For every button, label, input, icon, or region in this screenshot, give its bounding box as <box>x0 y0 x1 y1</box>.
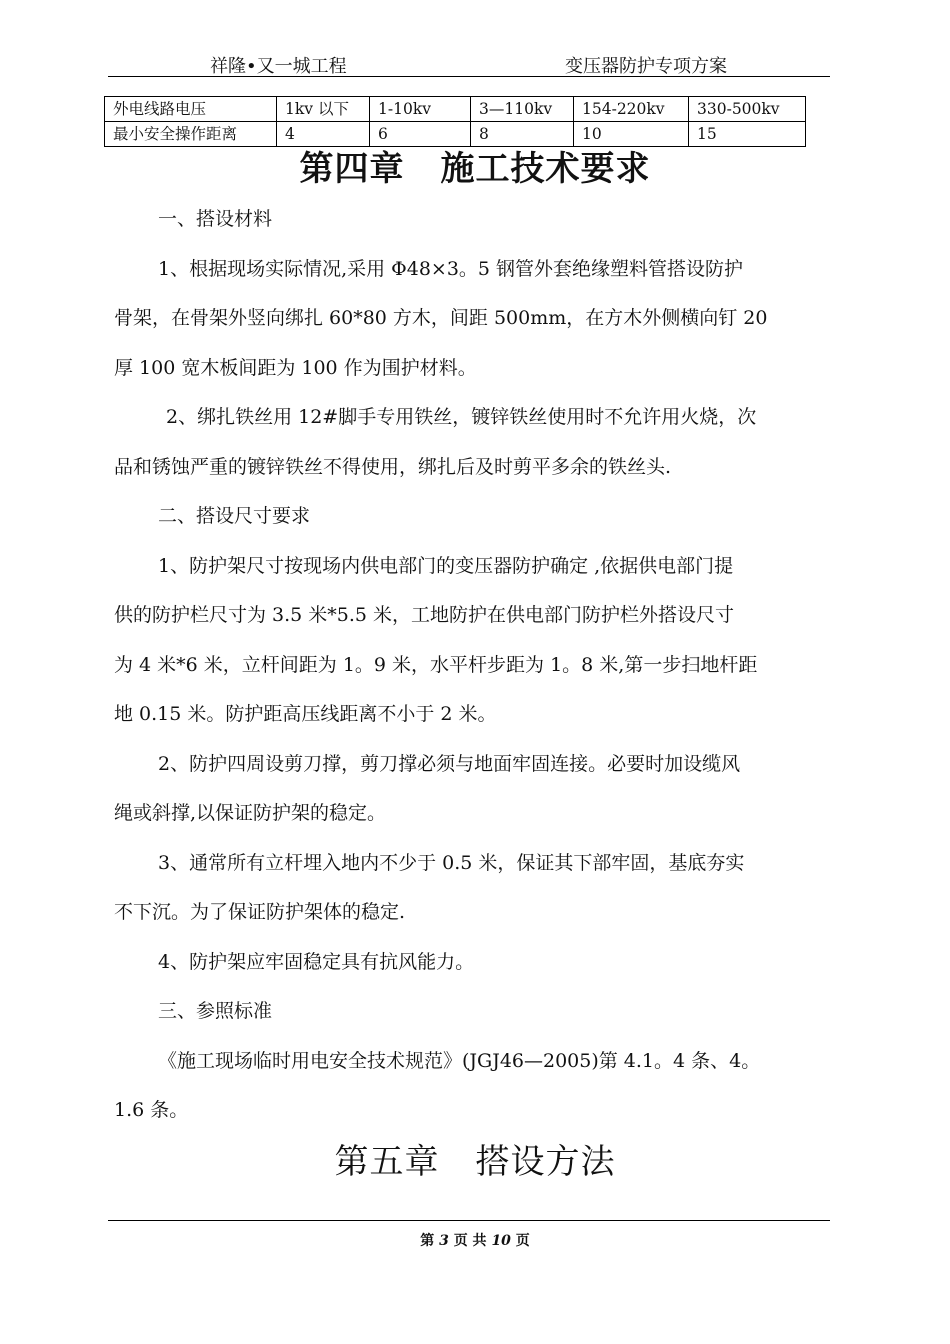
table-cell: 3—110kv <box>471 97 574 122</box>
table-row <box>105 97 806 122</box>
table-cell: 330-500kv <box>689 97 806 122</box>
chapter-4-number: 第四章 <box>299 149 405 189</box>
paragraph-line: 1、根据现场实际情况,采用 Φ48×3。5 钢管外套绝缘塑料管搭设防护 <box>158 257 744 280</box>
paragraph-line: 骨架，在骨架外竖向绑扎 60*80 方木，间距 500mm，在方木外侧横向钉 20 <box>114 307 768 329</box>
page-suffix: 页 <box>515 1233 530 1249</box>
paragraph-line: 不下沉。为了保证防护架体的稳定. <box>114 901 406 923</box>
chapter-5-title: 搭设方法 <box>475 1142 616 1182</box>
header-project-name: 祥隆•又一城工程 <box>210 56 347 77</box>
paragraph-line: 地 0.15 米。防护距高压线距离不小于 2 米。 <box>114 703 497 725</box>
paragraph-line: 1、防护架尺寸按现场内供电部门的变压器防护确定 ,依据供电部门提 <box>158 554 734 577</box>
paragraph-line: 供的防护栏尺寸为 3.5 米*5.5 米，工地防护在供电部门防护栏外搭设尺寸 <box>114 604 735 626</box>
paragraph-line: 1.6 条。 <box>114 1099 189 1121</box>
chapter-5-number: 第五章 <box>334 1142 440 1182</box>
section-heading: 一、搭设材料 <box>158 208 273 230</box>
safety-distance-table <box>104 96 806 147</box>
table-cell: 4 <box>277 122 370 147</box>
total-pages: 10 <box>491 1233 511 1249</box>
table-cell: 1-10kv <box>370 97 471 122</box>
table-cell: 外电线路电压 <box>105 97 277 122</box>
page-middle: 页 共 <box>453 1233 487 1249</box>
paragraph-line: 4、防护架应牢固稳定具有抗风能力。 <box>158 950 475 973</box>
page-number <box>0 1230 950 1250</box>
paragraph-line: 品和锈蚀严重的镀锌铁丝不得使用，绑扎后及时剪平多余的铁丝头. <box>114 455 672 478</box>
chapter-5-heading <box>0 1134 950 1183</box>
section-heading: 三、参照标准 <box>158 1000 273 1022</box>
table-cell: 8 <box>471 122 574 147</box>
current-page: 3 <box>439 1233 449 1249</box>
paragraph-line: 为 4 米*6 米，立杆间距为 1。9 米，水平杆步距为 1。8 米,第一步扫地杆距 <box>114 653 758 676</box>
table-cell: 最小安全操作距离 <box>105 122 277 147</box>
paragraph-line: 绳或斜撑,以保证防护架的稳定。 <box>114 802 387 824</box>
paragraph-line: 3、通常所有立杆埋入地内不少于 0.5 米，保证其下部牢固，基底夯实 <box>158 851 745 874</box>
header-document-title: 变压器防护专项方案 <box>565 56 727 77</box>
table-cell: 1kv 以下 <box>277 97 370 122</box>
table-cell: 6 <box>370 122 471 147</box>
paragraph-line: 厚 100 宽木板间距为 100 作为围护材料。 <box>114 356 477 379</box>
table-cell: 10 <box>574 122 689 147</box>
table-cell: 154-220kv <box>574 97 689 122</box>
footer-divider <box>108 1220 830 1221</box>
body-text <box>114 195 838 1136</box>
header-divider <box>108 76 830 77</box>
paragraph-line: 2、绑扎铁丝用 12#脚手专用铁丝，镀锌铁丝使用时不允许用火烧，次 <box>166 406 757 428</box>
table-cell: 15 <box>689 122 806 147</box>
paragraph-line: 《施工现场临时用电安全技术规范》(JGJ46—2005)第 4.1。4 条、4。 <box>158 1049 761 1072</box>
chapter-4-heading <box>0 141 950 190</box>
section-heading: 二、搭设尺寸要求 <box>158 505 311 527</box>
page-prefix: 第 <box>420 1233 435 1249</box>
chapter-4-title: 施工技术要求 <box>440 149 651 189</box>
paragraph-line: 2、防护四周设剪刀撑，剪刀撑必须与地面牢固连接。必要时加设缆风 <box>158 752 741 775</box>
